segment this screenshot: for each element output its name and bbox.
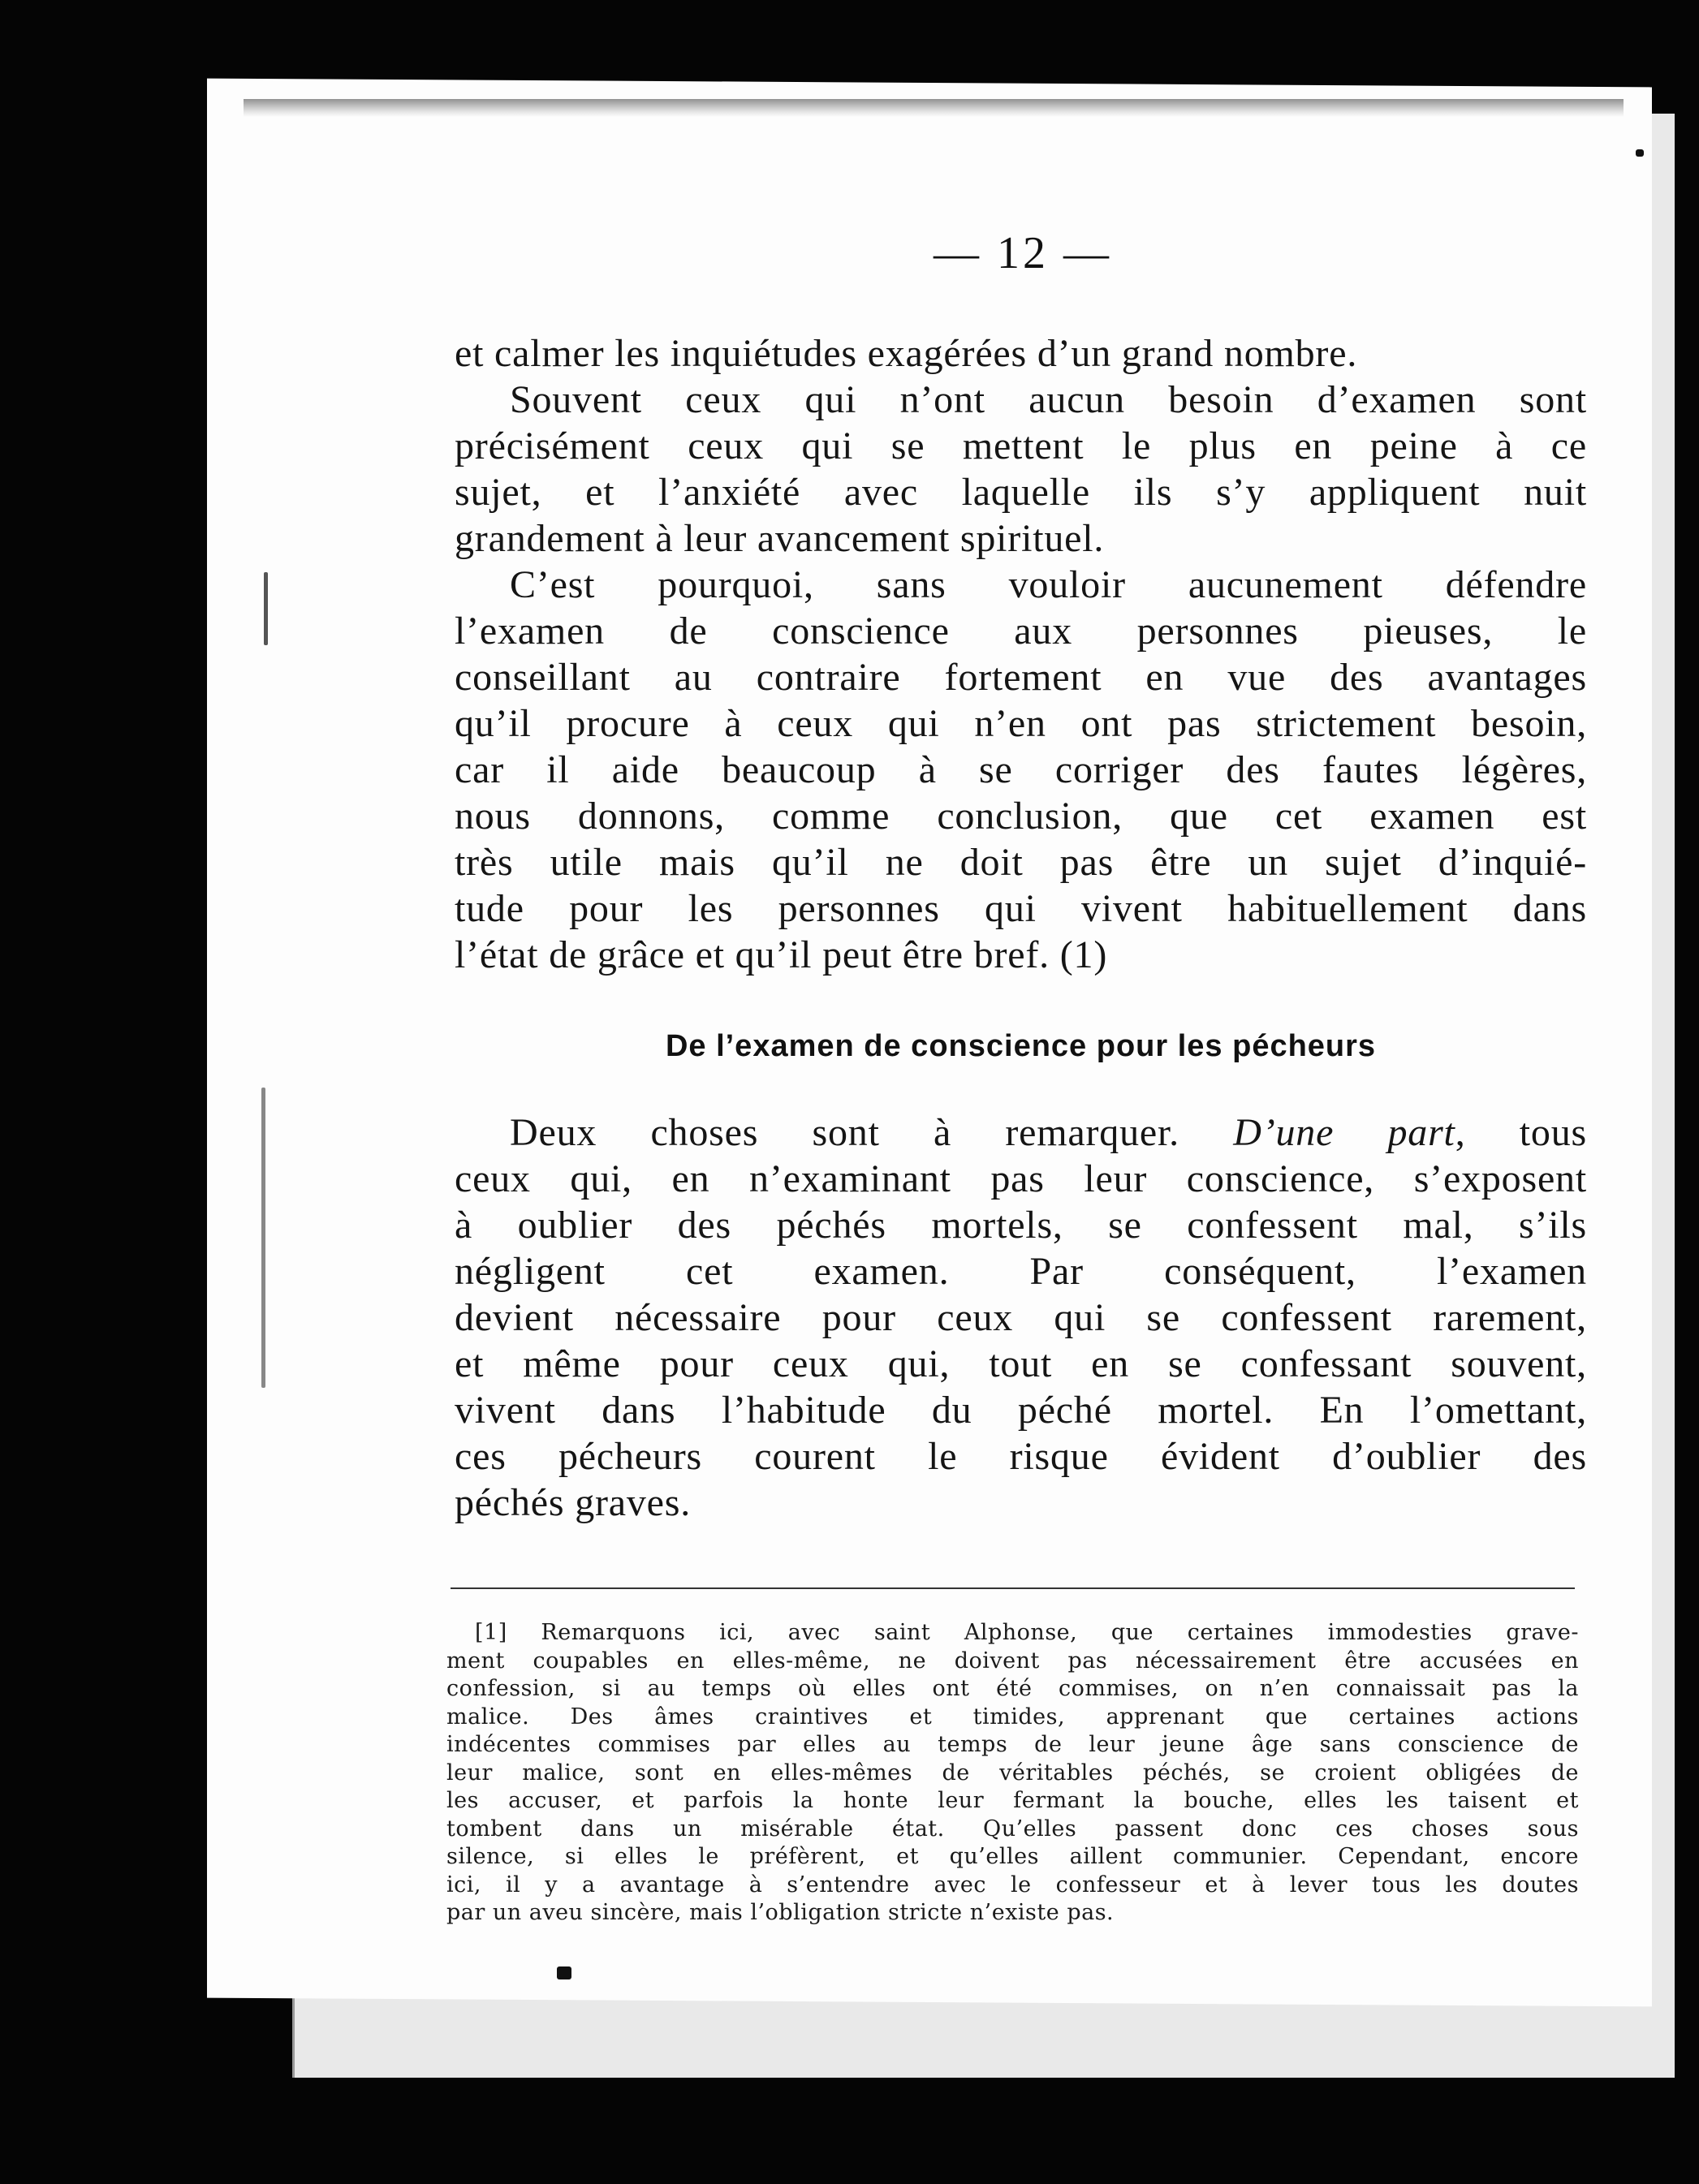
text-line [455,423,1587,469]
text-line-content: tude pour les personnes qui vivent habituellement dans [455,887,1587,930]
text-line-content: Souvent ceux qui n’ont aucun besoin d’examen sont [510,378,1587,421]
footnote-line: malice. Des âmes craintives et timides, apprenant que certaines actions [446,1704,1579,1730]
text-line-content: ceux qui, en n’examinant pas leur conscience, s’exposent [455,1157,1587,1200]
text-line [455,1480,1587,1526]
text-line-content: l’examen de conscience aux personnes pieuses, le [455,610,1587,653]
binding-mark [264,572,268,645]
text-line [455,654,1587,700]
text-line [455,377,1587,423]
text-line [455,1387,1587,1433]
section-heading: De l’examen de conscience pour les pécheurs [665,1029,1377,1063]
text-line [455,469,1587,515]
text-line [455,1202,1587,1248]
text-line-content: à oublier des péchés mortels, se confessent mal, s’ils [455,1204,1587,1247]
text-line-content: péchés graves. [455,1481,692,1524]
footnote-line: les accuser, et parfois la honte leur fermant la bouche, elles les taisent et [446,1788,1579,1813]
page-top-shadow [244,99,1624,117]
text-line [455,1433,1587,1480]
text-line-content: négligent cet examen. Par conséquent, l’examen [455,1250,1587,1293]
text-line [455,793,1587,839]
text-line [455,330,1587,377]
text-line [455,839,1587,885]
footnote-line: silence, si elles le préfèrent, et qu’elles aillent communier. Cependant, encore [446,1844,1579,1869]
footnote-line: ici, il y a avantage à s’entendre avec le confesseur et à lever tous les doutes [446,1872,1579,1898]
body-text-top [455,330,1587,978]
footnote-line: [1] Remarquons ici, avec saint Alphonse, que certaines immodesties grave- [475,1620,1579,1645]
text-line [455,1341,1587,1387]
text-line [455,608,1587,654]
text-line [455,1248,1587,1294]
footnote-line: indécentes commises par elles au temps de leur jeune âge sans conscience de [446,1732,1579,1757]
text-line [455,1294,1587,1341]
binding-mark [261,1088,265,1388]
footnote-line: leur malice, sont en elles-mêmes de véritables péchés, se croient obligées de [446,1760,1579,1786]
ink-spot [557,1966,571,1979]
text-line [455,1156,1587,1202]
text-line-content: sujet, et l’anxiété avec laquelle ils s’y appliquent nuit [455,471,1587,514]
text-line [455,885,1587,932]
footnote [446,1619,1579,1928]
text-line-content: nous donnons, comme conclusion, que cet examen est [455,795,1587,838]
text-line-content: Deux choses sont à remarquer. [510,1111,1234,1154]
footnote-line: par un aveu sincère, mais l’obligation stricte n’existe pas. [446,1900,1115,1925]
body-text-bottom [455,1109,1587,1526]
text-line-content: très utile mais qu’il ne doit pas être un sujet d’inquié- [455,841,1587,884]
text-line-content: ces pécheurs courent le risque évident d’oublier des [455,1435,1587,1478]
text-line-content: vivent dans l’habitude du péché mortel. En l’omettant, [455,1389,1587,1432]
text-line-content: qu’il procure à ceux qui n’en ont pas strictement besoin, [455,702,1587,745]
text-line-content: car il aide beaucoup à se corriger des fautes légères, [455,748,1587,791]
text-line [455,700,1587,747]
text-line-content: l’état de grâce et qu’il peut être bref. (1) [455,933,1108,976]
text-line [455,932,1587,978]
footnote-line: ment coupables en elles-même, ne doivent pas nécessairement être accusées en [446,1648,1579,1674]
text-line [455,1109,1587,1156]
text-line-content: et même pour ceux qui, tout en se confessant souvent, [455,1342,1587,1385]
emphasis-text: D’une part [1233,1111,1455,1154]
text-line-content: , tous [1455,1111,1587,1154]
page-number: — 12 — [934,228,1112,278]
footnote-line: tombent dans un misérable état. Qu’elles passent donc ces choses sous [446,1816,1579,1842]
footnote-line: confession, si au temps où elles ont été commises, on n’en connaissait pas la [446,1676,1579,1701]
text-line [455,515,1587,562]
ink-spot [1636,149,1644,157]
text-line [455,747,1587,793]
text-line-content: conseillant au contraire fortement en vue des avantages [455,656,1587,699]
text-line-content: C’est pourquoi, sans vouloir aucunement défendre [510,563,1587,606]
text-line [455,562,1587,608]
text-line-content: précisément ceux qui se mettent le plus en peine à ce [455,424,1587,467]
text-line-content: devient nécessaire pour ceux qui se confessent rarement, [455,1296,1587,1339]
footnote-rule [451,1587,1575,1589]
text-line-content: grandement à leur avancement spirituel. [455,517,1105,560]
text-line-content: et calmer les inquiétudes exagérées d’un grand nombre. [455,332,1358,375]
